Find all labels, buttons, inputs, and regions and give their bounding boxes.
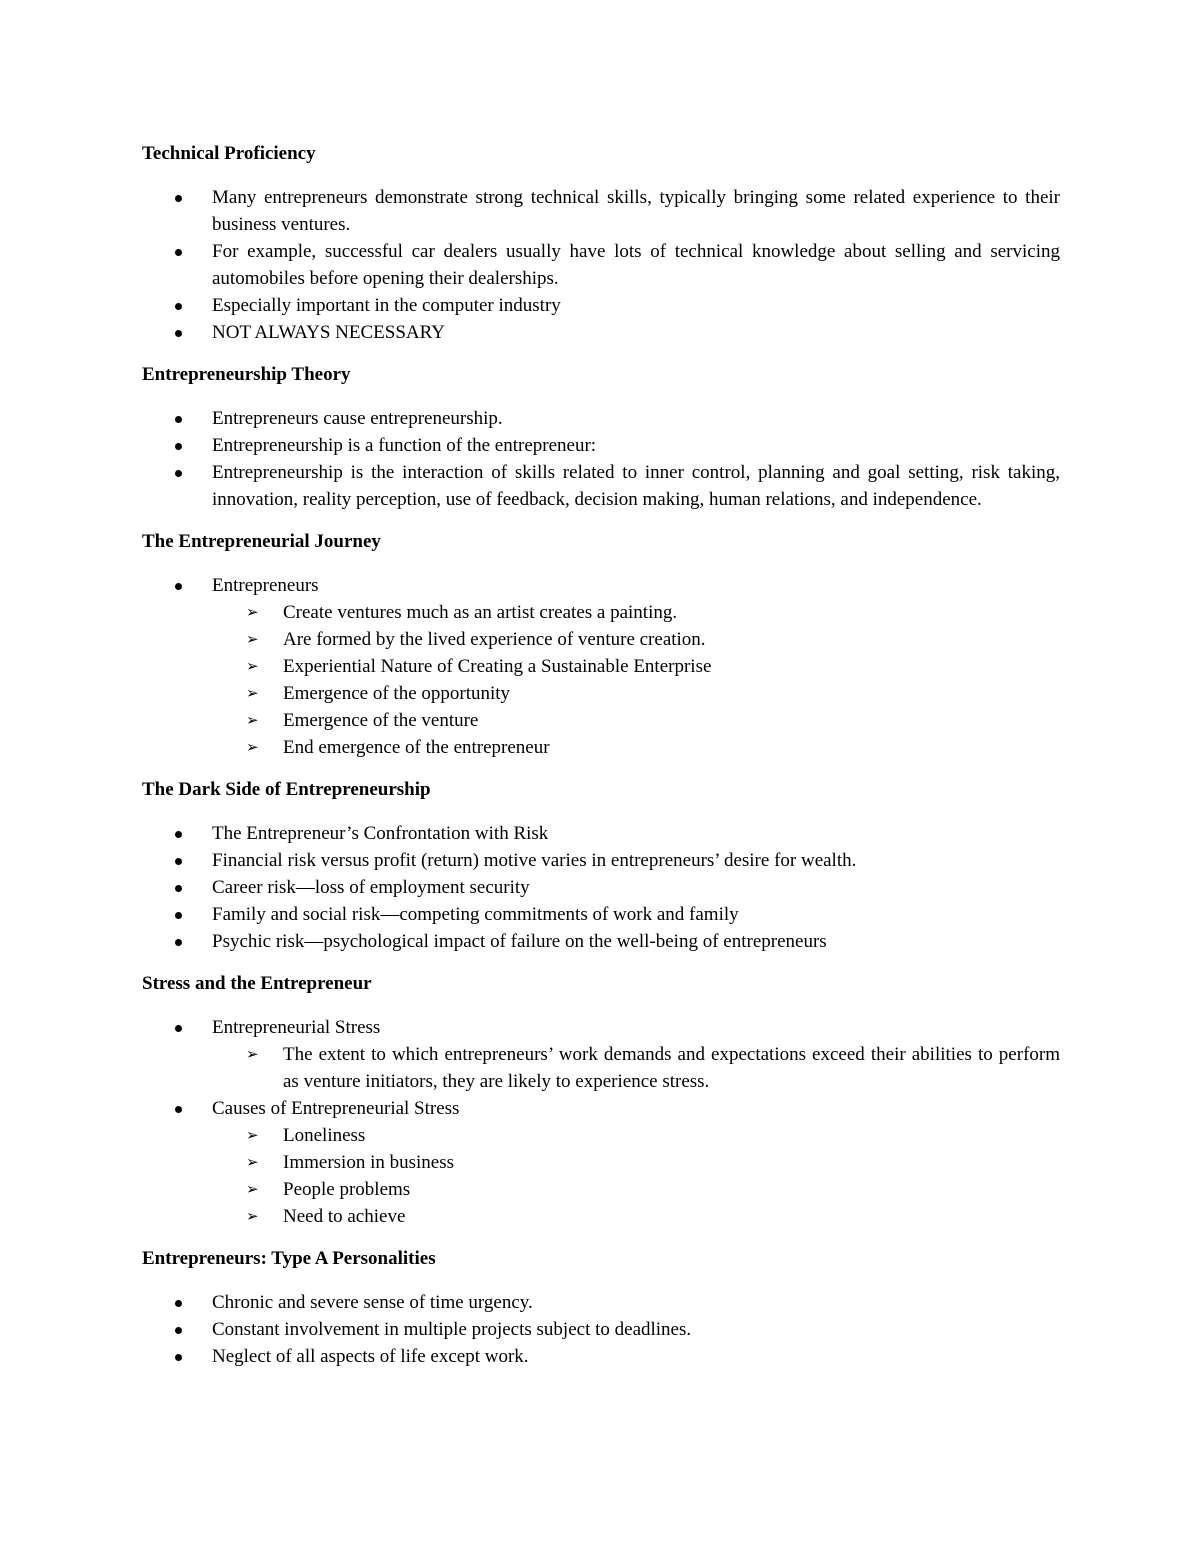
sublist-item: [212, 680, 1060, 707]
list-item: [142, 928, 1060, 955]
list-item: [142, 432, 1060, 459]
list-item-text: The Entrepreneur’s Confrontation with Risk: [212, 823, 549, 844]
section-type-a-personalities: [142, 1245, 1060, 1370]
arrow-bullet-icon: ➢: [246, 1126, 259, 1144]
sublist-item: [212, 707, 1060, 734]
bullet-dot-icon: [175, 1327, 182, 1334]
arrow-bullet-icon: ➢: [246, 1207, 259, 1225]
list-item-text: For example, successful car dealers usually have lots of technical knowledge about selling and servicing automobiles before opening their dealerships.: [212, 241, 1060, 289]
sublist-item: [212, 1176, 1060, 1203]
sublist-item: [212, 653, 1060, 680]
bullet-list: [142, 820, 1060, 955]
list-item: [142, 1343, 1060, 1370]
sublist-item: [212, 599, 1060, 626]
list-item: [142, 319, 1060, 346]
arrow-sublist: [212, 1122, 1060, 1230]
sublist-item-text: Experiential Nature of Creating a Sustainable Enterprise: [283, 656, 712, 677]
bullet-dot-icon: [175, 1106, 182, 1113]
list-item-text: Especially important in the computer industry: [212, 295, 561, 316]
bullet-dot-icon: [175, 858, 182, 865]
bullet-list: [142, 1014, 1060, 1230]
sublist-item-text: People problems: [283, 1179, 411, 1200]
sublist-item-text: Create ventures much as an artist creates a painting.: [283, 602, 678, 623]
section-dark-side: [142, 776, 1060, 955]
list-item-text: Psychic risk—psychological impact of failure on the well-being of entrepreneurs: [212, 931, 827, 952]
list-item: [142, 405, 1060, 432]
arrow-bullet-icon: ➢: [246, 630, 259, 648]
arrow-bullet-icon: ➢: [246, 657, 259, 675]
sublist-item-text: Emergence of the opportunity: [283, 683, 511, 704]
list-item-text: Chronic and severe sense of time urgency.: [212, 1292, 533, 1313]
list-item: [142, 1095, 1060, 1230]
list-item: [142, 820, 1060, 847]
bullet-dot-icon: [175, 831, 182, 838]
sublist-item: [212, 1203, 1060, 1230]
sublist-item-text: Immersion in business: [283, 1152, 454, 1173]
bullet-dot-icon: [175, 1025, 182, 1032]
list-item: [142, 1289, 1060, 1316]
arrow-bullet-icon: ➢: [246, 603, 259, 621]
section-heading: Entrepreneurship Theory: [142, 364, 351, 385]
bullet-dot-icon: [175, 330, 182, 337]
sublist-item: [212, 1041, 1060, 1095]
bullet-dot-icon: [175, 912, 182, 919]
bullet-dot-icon: [175, 1300, 182, 1307]
section-heading: The Dark Side of Entrepreneurship: [142, 779, 431, 800]
list-item: [142, 184, 1060, 238]
sublist-item-text: Are formed by the lived experience of venture creation.: [283, 629, 706, 650]
arrow-bullet-icon: ➢: [246, 1180, 259, 1198]
section-technical-proficiency: [142, 140, 1060, 346]
list-item-text: Entrepreneurship is the interaction of skills related to inner control, planning and goal setting, risk taking, innovation, reality perception, use of feedback, decision making, human relations, and independence.: [212, 462, 1060, 510]
bullet-dot-icon: [175, 416, 182, 423]
bullet-dot-icon: [175, 249, 182, 256]
bullet-dot-icon: [175, 195, 182, 202]
sublist-item: [212, 1149, 1060, 1176]
list-item: [142, 874, 1060, 901]
sublist-item-text: Loneliness: [283, 1125, 366, 1146]
section-heading: Entrepreneurs: Type A Personalities: [142, 1248, 436, 1269]
bullet-dot-icon: [175, 303, 182, 310]
sublist-item-text: Need to achieve: [283, 1206, 406, 1227]
sublist-item: [212, 1122, 1060, 1149]
section-entrepreneurial-journey: [142, 528, 1060, 761]
arrow-bullet-icon: ➢: [246, 1153, 259, 1171]
list-item-text: Entrepreneurship is a function of the entrepreneur:: [212, 435, 597, 456]
list-item-text: Financial risk versus profit (return) motive varies in entrepreneurs’ desire for wealth.: [212, 850, 857, 871]
section-heading: The Entrepreneurial Journey: [142, 531, 381, 552]
arrow-bullet-icon: ➢: [246, 711, 259, 729]
section-heading: Stress and the Entrepreneur: [142, 973, 372, 994]
arrow-bullet-icon: ➢: [246, 1045, 259, 1063]
arrow-bullet-icon: ➢: [246, 684, 259, 702]
list-item: [142, 292, 1060, 319]
list-item-text: Entrepreneurs cause entrepreneurship.: [212, 408, 503, 429]
bullet-list: [142, 572, 1060, 761]
list-item-text: Family and social risk—competing commitments of work and family: [212, 904, 739, 925]
document-page: [142, 140, 1060, 1385]
bullet-dot-icon: [175, 939, 182, 946]
list-item-text: Entrepreneurial Stress: [212, 1017, 381, 1038]
section-entrepreneurship-theory: [142, 361, 1060, 513]
list-item-text: Career risk—loss of employment security: [212, 877, 530, 898]
bullet-dot-icon: [175, 1354, 182, 1361]
sublist-item-text: End emergence of the entrepreneur: [283, 737, 550, 758]
arrow-sublist: [212, 1041, 1060, 1095]
section-heading: Technical Proficiency: [142, 143, 316, 164]
list-item-text: NOT ALWAYS NECESSARY: [212, 322, 445, 343]
list-item-text: Constant involvement in multiple projects subject to deadlines.: [212, 1319, 692, 1340]
list-item: [142, 847, 1060, 874]
list-item: [142, 459, 1060, 513]
list-item: [142, 238, 1060, 292]
sublist-item: [212, 734, 1060, 761]
sublist-item-text: The extent to which entrepreneurs’ work demands and expectations exceed their abilities to perform as venture initiators, they are likely to experience stress.: [283, 1044, 1060, 1092]
bullet-list: [142, 1289, 1060, 1370]
list-item-text: Many entrepreneurs demonstrate strong technical skills, typically bringing some related experience to their business ventures.: [212, 187, 1060, 235]
list-item: [142, 572, 1060, 761]
arrow-bullet-icon: ➢: [246, 738, 259, 756]
bullet-dot-icon: [175, 470, 182, 477]
list-item-text: Neglect of all aspects of life except work.: [212, 1346, 529, 1367]
list-item-text: Causes of Entrepreneurial Stress: [212, 1098, 460, 1119]
section-stress: [142, 970, 1060, 1230]
bullet-list: [142, 184, 1060, 346]
arrow-sublist: [212, 599, 1060, 761]
sublist-item: [212, 626, 1060, 653]
sublist-item-text: Emergence of the venture: [283, 710, 479, 731]
bullet-dot-icon: [175, 885, 182, 892]
list-item: [142, 1316, 1060, 1343]
bullet-dot-icon: [175, 443, 182, 450]
bullet-dot-icon: [175, 583, 182, 590]
bullet-list: [142, 405, 1060, 513]
list-item-text: Entrepreneurs: [212, 575, 319, 596]
list-item: [142, 901, 1060, 928]
list-item: [142, 1014, 1060, 1095]
